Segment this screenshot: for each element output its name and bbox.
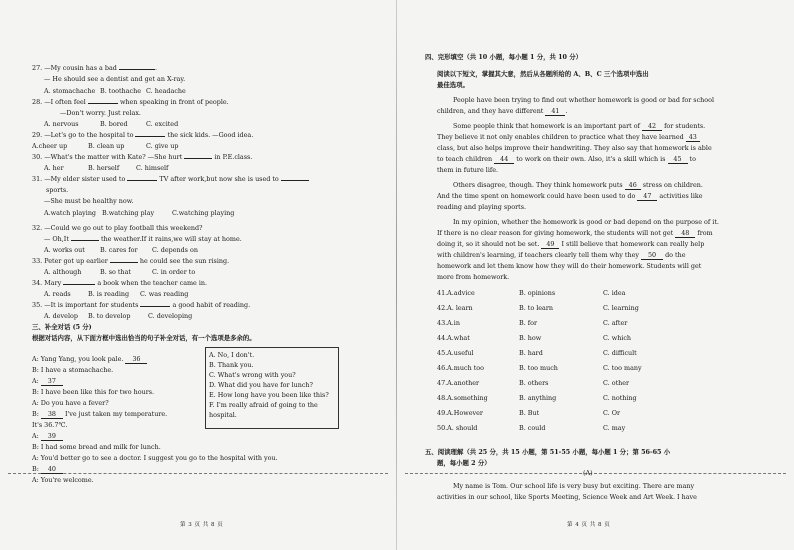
section3-instructions: 根据对话内容，从下面方框中选出恰当的句子补全对话，有一个选项是多余的。 [32, 334, 256, 342]
section4-instructions: 阅读以下短文，掌握其大意，然后从各题所给的 A、B、C 三个选项中选出 [437, 70, 649, 78]
question-33: 33. Peter got up earlier he could see the sun rising. [32, 257, 230, 265]
answer-blank[interactable] [71, 240, 99, 241]
dialog-line: B: I had some bread and milk for lunch. [32, 443, 161, 451]
cloze-blank-50[interactable]: 50 [641, 251, 663, 260]
cloze-blank-48[interactable]: 48 [675, 229, 695, 238]
dialog-line: A: Do you have a fever? [32, 399, 109, 407]
page-number: 第 3 页 共 8 页 [180, 522, 224, 528]
cloze-blank-46[interactable]: 46 [625, 181, 641, 190]
answer-blank[interactable] [135, 136, 165, 137]
answer-blank-36[interactable]: 36 [125, 355, 147, 364]
question-27: 27. —My cousin has a bad . [32, 64, 157, 72]
dialog-line: B: I have been like this for two hours. [32, 388, 155, 396]
question-31: 31. —My elder sister used to TV after work,but now she is used to [32, 175, 309, 183]
answer-blank-40[interactable]: 40 [41, 465, 63, 474]
cloze-blank-45[interactable]: 45 [668, 155, 688, 164]
answer-blank-37[interactable]: 37 [41, 377, 63, 386]
cloze-blank-43[interactable]: 43 [686, 133, 700, 142]
options-33: A. although B. so that C. in order to [44, 268, 196, 276]
cloze-blank-42[interactable]: 42 [642, 122, 662, 131]
options-28: A. nervous B. bored C. excited [44, 120, 179, 128]
options-31: A.watch playing B.watching play C.watching playing [44, 209, 235, 217]
dialog-line: A: You're welcome. [32, 476, 94, 484]
cloze-blank-41[interactable]: 41 [545, 107, 565, 116]
reading-part-a: (A) [583, 469, 593, 477]
options-35: A. develop B. to develop C. developing [44, 312, 193, 320]
dialog-line: B: 40 [32, 465, 63, 474]
answer-blank[interactable] [63, 284, 95, 285]
left-page: 27. —My cousin has a bad . — He should see a dentist and get an X-ray. A. stomachache B. toothache C. headache 28. —I often feel when speaking in front of people. —Don't worry. Just relax. A. nervous B. bored C. excited 29. —Let's go to the hospital to the sick kids. —Good idea. A.cheer up B. clean up C. give up 30. —What's the matter with Kate? —She hurt in P.E.class. A. her B. herself C. himself 31. —My elder sister used to TV after work,but now she is used to sports. —She must be healthy now. A.watch playing B.watching play C.watching playing 32. —Could we go out to play football this weekend? — Oh,It the weather.If it rains,we will stay at home. A. works out B. cares for C. depends on 33. Peter got up earlier he could see the sun rising. A. although B. so that C. in order to 34. Mary a book when the teacher came in. A. reads B. is reading C. was reading 35. —It is important for students a good habit of reading. A. develop B. to develop C. developing 三、补全对话 (5 分) 根据对话内容，从下面方框中选出恰当的句子补全对话，有一个选项是多余的。 A: Yang Yang, you look pale. 36 B: I have a stomachache. A: 37 B: I have been like this for two hours. A: Do you have a fever? B: 38 I've just taken my temperature. It's 36.7℃. A: 39 B: I had some bread and milk for lunch. A: You'd better go to see a doctor. I suggest you go to the hospital with you. B: 40 A: You're welcome. A. No, I don't. B. Thank you. C. What's wrong with you? D. What did you have for lunch? E. How long have you been like this? F. I'm really afraid of going to the hospital. 第 3 页 共 8 页 [0, 0, 397, 550]
section5-title: 五、阅读理解（共 25 分，共 15 小题，第 51-55 小题，每小题 1 分；第 56-65 小 [425, 448, 671, 456]
answer-blank[interactable] [127, 180, 157, 181]
dialog-line: B: I have a stomachache. [32, 366, 114, 374]
dialog-line: A: You'd better go to see a doctor. I suggest you go to the hospital with you. [32, 454, 278, 462]
question-30: 30. —What's the matter with Kate? —She hurt in P.E.class. [32, 153, 253, 161]
options-32: A. works out B. cares for C. depends on [44, 246, 198, 254]
answer-blank[interactable] [184, 158, 212, 159]
question-32: 32. —Could we go out to play football this weekend? [32, 224, 203, 232]
dialog-line: A: 37 [32, 377, 63, 386]
cloze-blank-47[interactable]: 47 [637, 192, 657, 201]
question-35: 35. —It is important for students a good habit of reading. [32, 301, 251, 309]
cloze-blank-44[interactable]: 44 [494, 155, 514, 164]
answer-blank-39[interactable]: 39 [41, 432, 63, 441]
options-30: A. her B. herself C. himself [44, 164, 169, 172]
dialog-line: It's 36.7℃. [32, 421, 68, 429]
right-page: 四、完形填空（共 10 小题，每小题 1 分，共 10 分） 阅读以下短文，掌握其大意，然后从各题所给的 A、B、C 三个选项中选出 最佳选项。 People have been trying to find out whether homework is good or bad for school children, and they have different 41 . Some people think that homework is an important part of 42 for students. They believe it not only enables children to practice what they have learned 43 class, but also helps improve their handwriting. They also say that homework is able to teach children 44 to work on their own. Also, it's a skill which is 45 to them in future life. Others disagree, though. They think homework puts 46 stress on children. And the time spent on homework could have been used to do 47 activities like reading and playing sports. In my opinion, whether the homework is good or bad depend on the purpose of it. If there is no clear reason for giving homework, the students will not get 48 from doing it, so it should not be set. 49 I still believe that homework can really help with children's learning, if teachers clearly tell them why they 50 do the homework and let them know how they will do their homework. Students will get more from homework. 41.A.advice B. opinions C. idea 42.A. learn B. to learn C. learning 43.A.in B. for C. after 44.A.what B. how C. which 45.A.useful B. hard C. difficult 46.A.much too B. too much C. too many 47.A.another B. others C. other 48.A.something B. anything C. nothing 49.A.However B. But C. Or 50.A. should B. could C. may 五、阅读理解（共 25 分，共 15 小题，第 51-55 小题，每小题 1 分；第 56-65 小 题，每小题 2 分） (A) My name is Tom. Our school life is very busy but exciting. There are many activities in our school, like Sports Meeting, Science Week and Art Week. I have 第 4 页 共 8 页 [425, 53, 719, 528]
section3-title: 三、补全对话 (5 分) [32, 323, 92, 331]
cloze-blank-49[interactable]: 49 [541, 240, 559, 249]
answer-blank[interactable] [140, 306, 170, 307]
dialog-line: B: 38 I've just taken my temperature. [32, 410, 168, 418]
answer-blank[interactable] [281, 180, 309, 181]
dialog-option-box: A. No, I don't. B. Thank you. C. What's wrong with you? D. What did you have for lunch? E. How long have you been like this? F. I'm really afraid of going to the hospital. [205, 347, 339, 429]
page-number: 第 4 页 共 8 页 [567, 522, 611, 528]
options-34: A. reads B. is reading C. was reading [44, 290, 189, 298]
options-27: A. stomachache B. toothache C. headache [44, 87, 186, 95]
answer-blank[interactable] [88, 103, 118, 104]
answer-blank[interactable] [119, 69, 155, 70]
dialog-line: A: Yang Yang, you look pale. 36 [32, 355, 147, 364]
question-28: 28. —I often feel when speaking in front of people. [32, 98, 229, 106]
options-29: A.cheer up B. clean up C. give up [32, 142, 179, 150]
answer-blank[interactable] [110, 262, 138, 263]
question-29: 29. —Let's go to the hospital to the sick kids. —Good idea. [32, 131, 254, 139]
section4-title: 四、完形填空（共 10 小题，每小题 1 分，共 10 分） [425, 53, 583, 61]
dialog-line: A: 39 [32, 432, 63, 441]
question-34: 34. Mary a book when the teacher came in. [32, 279, 208, 287]
answer-blank-38[interactable]: 38 [41, 410, 63, 419]
